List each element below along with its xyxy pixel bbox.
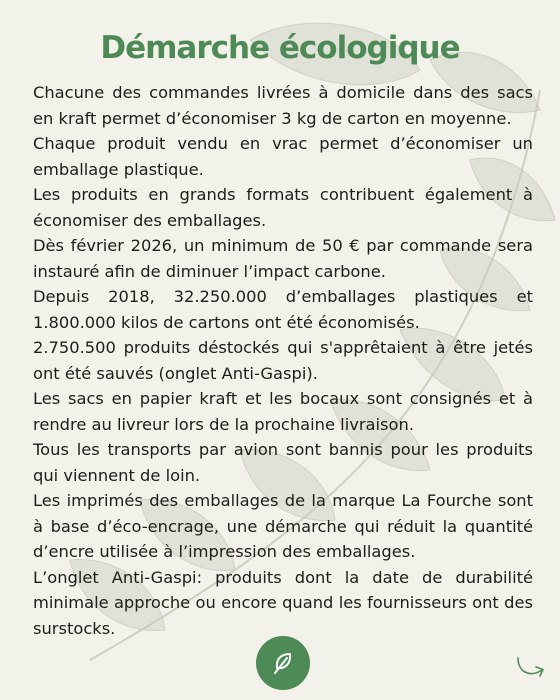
paragraph: Chacune des commandes livrées à domicile dans des sacs en kraft permet d’économiser 3 kg de carton en moyenne. bbox=[33, 83, 533, 128]
paragraph: L’onglet Anti-Gaspi: produits dont la date de durabilité minimale approche ou encore quand les fournisseurs ont des surstocks. bbox=[33, 567, 533, 638]
paragraph: Les produits en grands formats contribuent également à économiser des emballages. bbox=[33, 185, 533, 230]
paragraph: 2.750.500 produits déstockés qui s'apprêtaient à être jetés ont été sauvés (onglet Anti-Gaspi). bbox=[33, 338, 533, 383]
paragraph: Les sacs en papier kraft et les bocaux sont consignés et à rendre au livreur lors de la prochaine livraison. bbox=[33, 389, 533, 434]
paragraph: Depuis 2018, 32.250.000 d’emballages plastiques et 1.800.000 kilos de cartons ont été économisés. bbox=[33, 287, 533, 332]
paragraph: Les imprimés des emballages de la marque La Fourche sont à base d’éco-encrage, une démarche qui réduit la quantité d’encre utilisée à l’impression des emballages. bbox=[33, 491, 533, 561]
paragraph-list bbox=[33, 80, 533, 641]
leaf-badge bbox=[256, 636, 310, 690]
leaf-icon bbox=[268, 648, 298, 678]
page-title: Démarche écologique bbox=[100, 30, 460, 66]
paragraph: Tous les transports par avion sont bannis pour les produits qui viennent de loin. bbox=[33, 440, 533, 485]
paragraph: Chaque produit vendu en vrac permet d’économiser un emballage plastique. bbox=[33, 134, 533, 179]
paragraph: Dès février 2026, un minimum de 50 € par commande sera instauré afin de diminuer l’impact carbone. bbox=[33, 236, 533, 281]
curved-arrow-icon[interactable] bbox=[514, 652, 548, 682]
